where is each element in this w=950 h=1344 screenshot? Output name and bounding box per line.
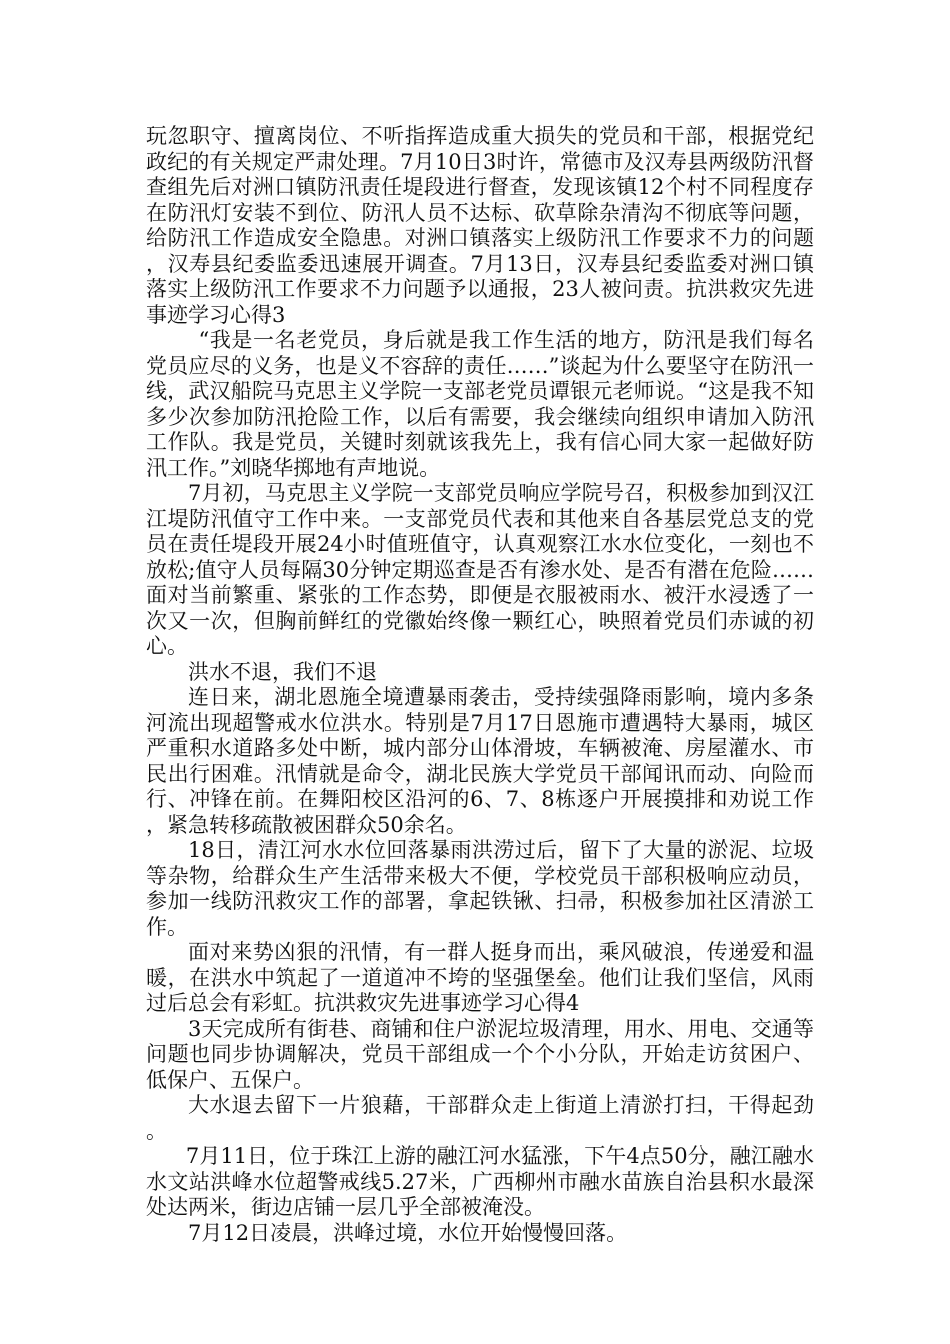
paragraph-1: 玩忽职守、擅离岗位、不听指挥造成重大损失的党员和干部，根据党纪政纪的有关规定严肃处理。7月10日3时许，常德市及汉寿县两级防汛督查组先后对洲口镇防汛责任堤段进行督查，发现该镇12个村不同程度存在防汛灯安装不到位、防汛人员不达标、砍草除杂清沟不彻底等问题，给防汛工作造成安全隐患。对洲口镇落实上级防汛工作要求不力的问题，汉寿县纪委监委迅速展开调查。7月13日，汉寿县纪委监委对洲口镇落实上级防汛工作要求不力问题予以通报，23人被问责。抗洪救灾先进事迹学习心得3 [146, 124, 814, 327]
paragraph-2: “我是一名老党员，身后就是我工作生活的地方，防汛是我们每名党员应尽的义务，也是义不容辞的责任……”谈起为什么要坚守在防汛一线，武汉船院马克思主义学院一支部老党员谭银元老师说。“这是我不知多少次参加防汛抢险工作，以后有需要，我会继续向组织申请加入防汛工作队。我是党员，关键时刻就该我先上，我有信心同大家一起做好防汛工作。”刘晓华掷地有声地说。 [146, 328, 814, 480]
paragraph-9: 7月11日，位于珠江上游的融江河水猛涨，下午4点50分，融江融水水文站洪峰水位超警戒线5.27米，广西柳州市融水苗族自治县积水最深处达两米，街边店铺一层几乎全部被淹没。 [146, 1144, 814, 1219]
paragraph-6: 面对来势凶狠的汛情，有一群人挺身而出，乘风破浪，传递爱和温暖，在洪水中筑起了一道道冲不垮的坚强堡垒。他们让我们坚信，风雨过后总会有彩虹。抗洪救灾先进事迹学习心得4 [146, 940, 814, 1015]
paragraph-5: 18日，清江河水水位回落暴雨洪涝过后，留下了大量的淤泥、垃圾等杂物，给群众生产生活带来极大不便，学校党员干部积极响应动员，参加一线防汛救灾工作的部署，拿起铁锹、扫帚，积极参加社区清淤工作。 [146, 838, 814, 939]
paragraph-4: 连日来，湖北恩施全境遭暴雨袭击，受持续强降雨影响，境内多条河流出现超警戒水位洪水。特别是7月17日恩施市遭遇特大暴雨，城区严重积水道路多处中断，城内部分山体滑坡，车辆被淹、房屋灌水、市民出行困难。汛情就是命令，湖北民族大学党员干部闻讯而动、向险而行、冲锋在前。在舞阳校区沿河的6、7、8栋逐户开展摸排和劝说工作，紧急转移疏散被困群众50余名。 [146, 685, 814, 837]
paragraph-3: 7月初，马克思主义学院一支部党员响应学院号召，积极参加到汉江江堤防汛值守工作中来。一支部党员代表和其他来自各基层党总支的党员在责任堤段开展24小时值班值守，认真观察江水水位变化，一刻也不放松;值守人员每隔30分钟定期巡查是否有渗水处、是否有潜在危险……面对当前繁重、紧张的工作态势，即便是衣服被雨水、被汗水浸透了一次又一次，但胸前鲜红的党徽始终像一颗红心，映照着党员们赤诚的初心。 [146, 481, 814, 658]
paragraph-10: 7月12日凌晨，洪峰过境，水位开始慢慢回落。 [188, 1220, 628, 1245]
section-heading: 洪水不退，我们不退 [188, 659, 377, 684]
document-page [146, 124, 814, 1246]
paragraph-7: 3天完成所有街巷、商铺和住户淤泥垃圾清理，用水、用电、交通等问题也同步协调解决，党员干部组成一个个小分队，开始走访贫困户、低保户、五保户。 [146, 1016, 814, 1092]
paragraph-8: 大水退去留下一片狼藉，干部群众走上街道上清淤打扫，干得起劲。 [146, 1093, 814, 1143]
